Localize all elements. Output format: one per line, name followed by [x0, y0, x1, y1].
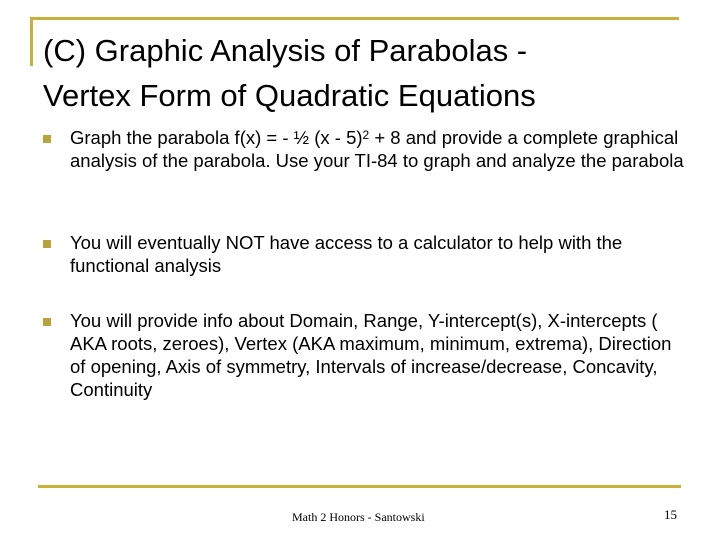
- title-line-1: (C) Graphic Analysis of Parabolas -: [43, 33, 528, 68]
- square-bullet-icon: [43, 318, 51, 326]
- title-accent-vertical-line: [30, 17, 33, 66]
- slide-title: [43, 28, 703, 118]
- title-accent-top-line: [30, 17, 679, 20]
- footer-divider-line: [38, 485, 681, 488]
- square-bullet-icon: [43, 135, 51, 143]
- page-number: 15: [664, 507, 677, 522]
- bullet-text: Graph the parabola f(x) = - ½ (x - 5)$^2$ + 8 and provide a complete graphical analysis of the parabola. Use your TI-84 to graph and analyze the parabola: [70, 127, 684, 171]
- title-line-2: Vertex Form of Quadratic Equations: [43, 78, 536, 113]
- square-bullet-icon: [43, 240, 51, 248]
- footer-text: Math 2 Honors - Santowski: [292, 510, 425, 524]
- bullet-text: You will provide info about Domain, Range, Y-intercept(s), X-intercepts ( AKA roots, zeroes), Vertex (AKA maximum, minimum, extrema), Direction of opening, Axis of symmetry, Intervals of increase/decrease, Concavity, Continuity: [70, 310, 672, 400]
- bullet-text: You will eventually NOT have access to a calculator to help with the functional analysis: [70, 232, 623, 276]
